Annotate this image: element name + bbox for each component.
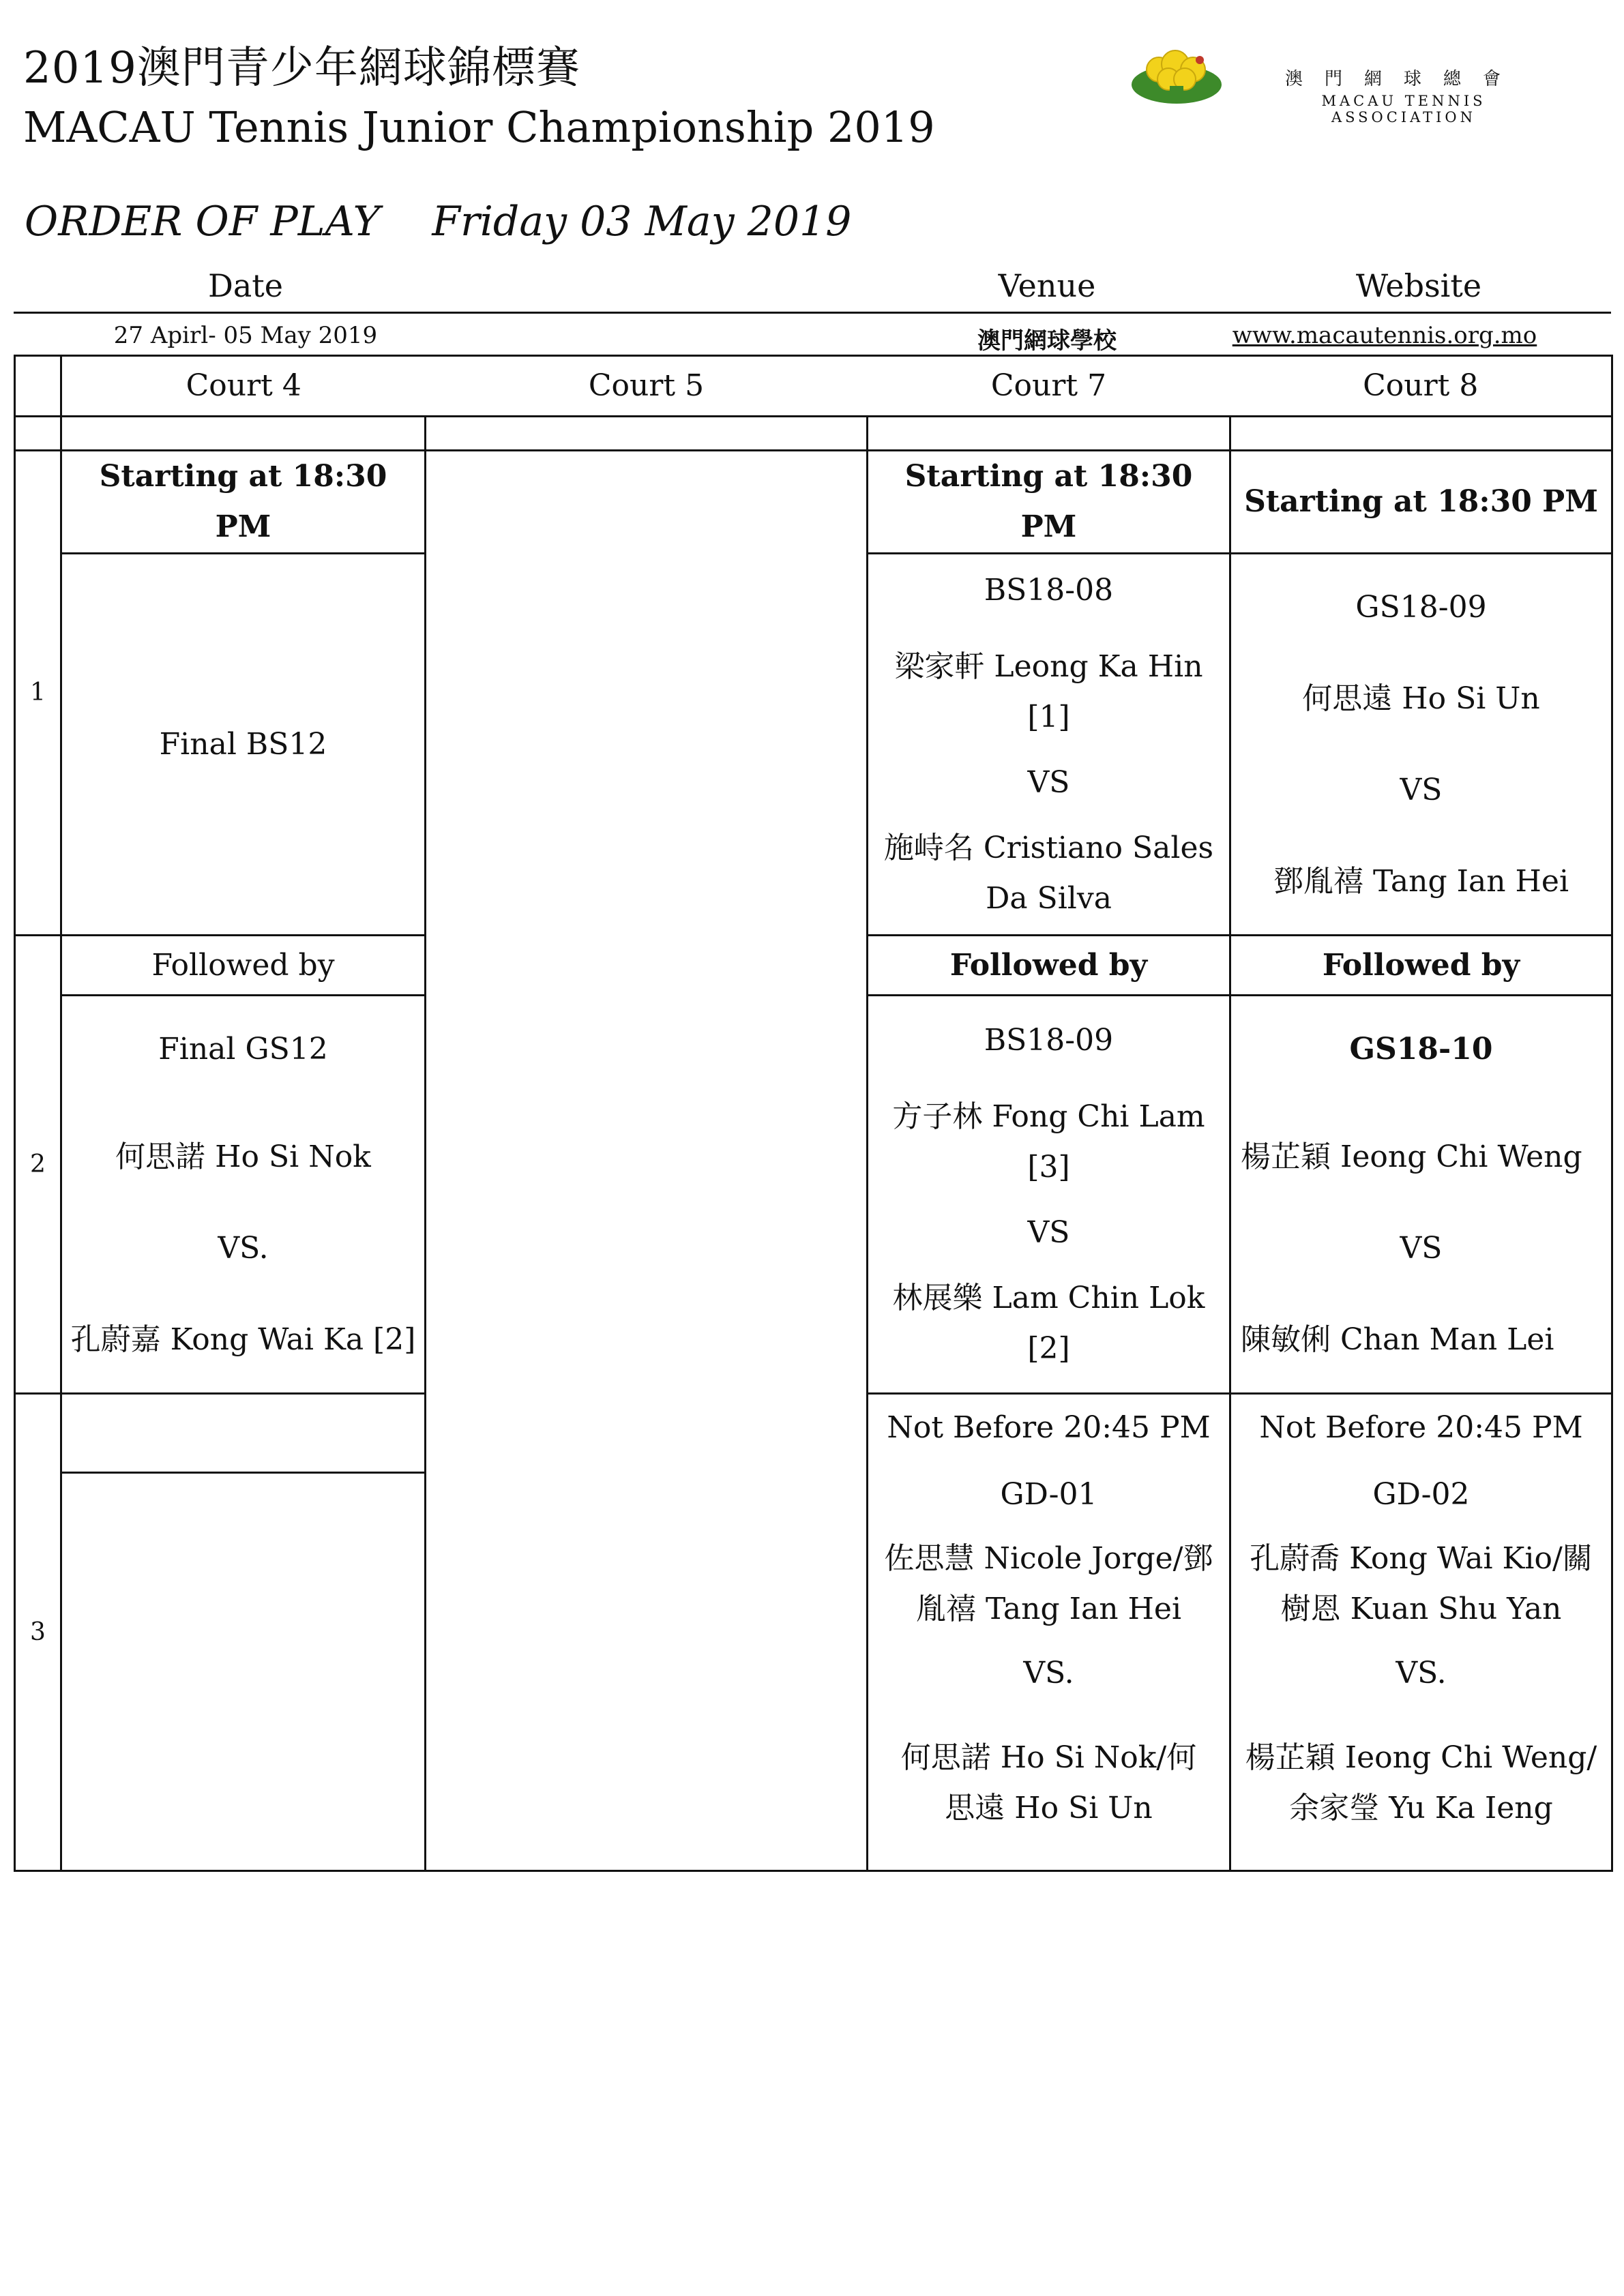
order-of-play-title: ORDER OF PLAY Friday 03 May 2019 bbox=[25, 198, 852, 245]
date-label: Date bbox=[207, 267, 283, 304]
row-3-court-4-empty bbox=[61, 1394, 426, 1473]
venue-value: 澳門網球學校 bbox=[977, 327, 1117, 355]
court-5-header: Court 5 bbox=[426, 356, 868, 417]
row-2-court-8-match bbox=[1230, 996, 1612, 1394]
player-pair-1: 孔蔚喬 Kong Wai Kio/關 bbox=[1250, 1541, 1593, 1576]
player-1-seed: [3] bbox=[1027, 1149, 1070, 1184]
row-number-2: 2 bbox=[15, 936, 61, 1394]
spacer-row bbox=[15, 417, 1612, 451]
match-code: GS18-09 bbox=[1355, 589, 1487, 625]
spacer-cell bbox=[15, 417, 61, 451]
row-2-court-7-match bbox=[868, 996, 1230, 1394]
row-3-court-8-match bbox=[1230, 1394, 1612, 1871]
player-2-seed: [2] bbox=[1027, 1330, 1070, 1366]
association-logo-icon bbox=[1129, 46, 1224, 106]
player-pair-1-cont: 胤禧 Tang Ian Hei bbox=[915, 1592, 1182, 1626]
player-pair-2: 何思諾 Ho Si Nok/何 bbox=[900, 1740, 1197, 1775]
player-2: 孔蔚嘉 Kong Wai Ka [2] bbox=[70, 1322, 416, 1357]
schedule-table bbox=[14, 355, 1613, 1872]
row-2-court-4-match bbox=[61, 996, 426, 1394]
match-code: GD-02 bbox=[1372, 1477, 1470, 1512]
match-row-1-header bbox=[15, 451, 1612, 554]
match-code: BS18-08 bbox=[984, 572, 1114, 608]
date-value: 27 Apirl- 05 May 2019 bbox=[113, 322, 378, 349]
row-2-court-7-followed: Followed by bbox=[868, 936, 1230, 996]
row-3-court-7-match bbox=[868, 1394, 1230, 1871]
player-1: 何思遠 Ho Si Un bbox=[1302, 681, 1540, 716]
player-2: 鄧胤禧 Tang Ian Hei bbox=[1273, 863, 1569, 899]
row-number-header bbox=[15, 356, 61, 417]
row-1-court-7-match bbox=[868, 554, 1230, 936]
player-pair-1-cont: 樹恩 Kuan Shu Yan bbox=[1280, 1592, 1562, 1626]
row-1-court-4-match bbox=[61, 554, 426, 936]
row-number-1: 1 bbox=[15, 451, 61, 936]
player-1: 楊芷穎 Ieong Chi Weng bbox=[1241, 1139, 1582, 1174]
spacer-cell bbox=[1230, 417, 1612, 451]
court-7-header: Court 7 bbox=[868, 356, 1230, 417]
player-2-cont: Da Silva bbox=[986, 880, 1112, 916]
player-2: 林展樂 Lam Chin Lok bbox=[892, 1280, 1205, 1315]
spacer-cell bbox=[868, 417, 1230, 451]
row-1-court-7-time: Starting at 18:30 PM bbox=[868, 451, 1230, 554]
row-1-court-4-time: Starting at 18:30 PM bbox=[61, 451, 426, 554]
match-code: Final GS12 bbox=[158, 1031, 328, 1067]
court-8-header: Court 8 bbox=[1230, 356, 1612, 417]
versus-label: VS bbox=[1400, 772, 1443, 807]
versus-label: VS. bbox=[1396, 1656, 1447, 1690]
versus-label: VS bbox=[1027, 764, 1070, 800]
player-2: 陳敏俐 Chan Man Lei bbox=[1241, 1322, 1554, 1357]
website-label: Website bbox=[1355, 267, 1482, 304]
match-code: GS18-10 bbox=[1349, 1031, 1493, 1067]
player-pair-2-cont: 思遠 Ho Si Un bbox=[945, 1791, 1153, 1825]
player-2: 施峙名 Cristiano Sales bbox=[883, 830, 1214, 865]
match-code: BS18-09 bbox=[984, 1022, 1114, 1058]
versus-label: VS bbox=[1400, 1230, 1443, 1266]
start-time: Not Before 20:45 PM bbox=[887, 1410, 1211, 1445]
player-1-seed: [1] bbox=[1027, 699, 1070, 734]
website-link[interactable]: www.macautennis.org.mo bbox=[1232, 322, 1537, 349]
title-chinese: 2019澳門青少年網球錦標賽 bbox=[23, 43, 580, 93]
header-divider bbox=[14, 312, 1611, 314]
row-1-court-8-match bbox=[1230, 554, 1612, 936]
match-title: Final BS12 bbox=[159, 726, 327, 762]
player-pair-2-cont: 余家瑩 Yu Ka Ieng bbox=[1289, 1791, 1553, 1825]
association-name-en: MACAU TENNIS ASSOCIATION bbox=[1321, 93, 1486, 125]
row-2-court-4-followed: Followed by bbox=[61, 936, 426, 996]
player-1: 何思諾 Ho Si Nok bbox=[115, 1139, 371, 1174]
venue-label: Venue bbox=[998, 267, 1096, 304]
player-pair-2: 楊芷穎 Ieong Chi Weng/ bbox=[1245, 1740, 1597, 1775]
title-english: MACAU Tennis Junior Championship 2019 bbox=[23, 102, 935, 152]
versus-label: VS. bbox=[218, 1230, 269, 1266]
match-code: GD-01 bbox=[1000, 1477, 1097, 1512]
association-name bbox=[1254, 65, 1554, 125]
versus-label: VS. bbox=[1023, 1656, 1074, 1690]
row-1-court-8-time: Starting at 18:30 PM bbox=[1230, 451, 1612, 554]
player-pair-1: 佐思慧 Nicole Jorge/鄧 bbox=[884, 1541, 1213, 1576]
court-4-header: Court 4 bbox=[61, 356, 426, 417]
spacer-cell bbox=[426, 417, 868, 451]
court-5-empty bbox=[426, 451, 868, 1871]
association-name-cn: 澳門網球總會 bbox=[1284, 69, 1522, 89]
spacer-cell bbox=[61, 417, 426, 451]
player-1: 梁家軒 Leong Ka Hin bbox=[894, 648, 1203, 684]
row-number-3: 3 bbox=[15, 1394, 61, 1871]
row-3-court-4-empty-cell bbox=[61, 1473, 426, 1871]
start-time: Not Before 20:45 PM bbox=[1259, 1410, 1583, 1445]
player-1: 方子林 Fong Chi Lam bbox=[892, 1099, 1205, 1134]
court-header-row bbox=[15, 356, 1612, 417]
versus-label: VS bbox=[1027, 1214, 1070, 1250]
row-2-court-8-followed: Followed by bbox=[1230, 936, 1612, 996]
